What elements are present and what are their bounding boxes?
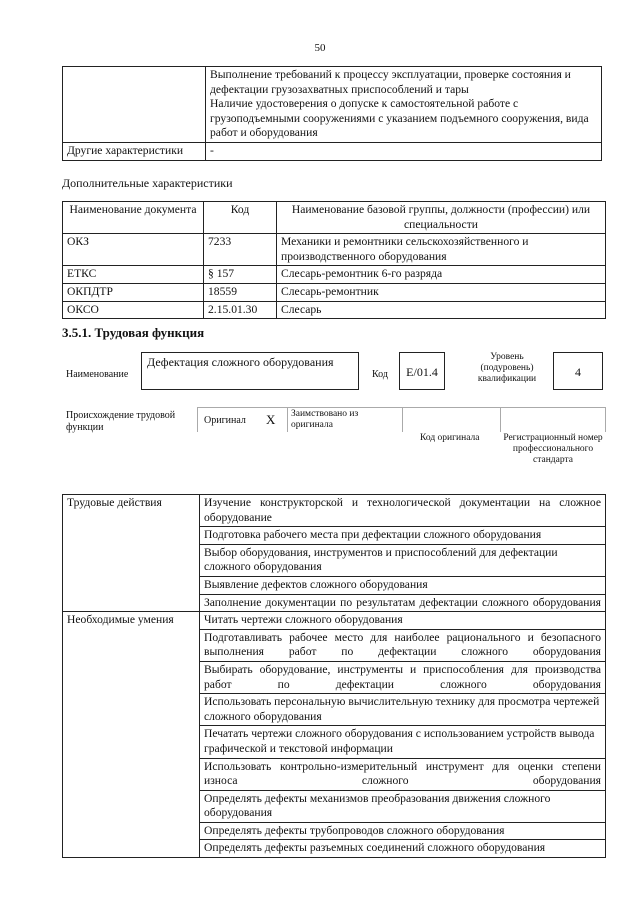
column-header: Код [204,202,277,234]
borrowed-cell [287,407,403,432]
list-item: Использовать контрольно-измерительный инструмент для оценки степени износа сложного оборудования [200,758,606,790]
section-title: 3.5.1. Трудовая функция [62,325,205,340]
table-cell: ОКСО [63,301,204,319]
table-cell: Слесарь-ремонтник 6-го разряда [277,266,606,284]
level-box: 4 [553,352,603,390]
code-original-label: Код оригинала [420,433,480,443]
group-label: Трудовые действия [63,495,200,612]
code-original-cell [402,407,501,432]
original-cell [197,407,288,432]
function-name-box: Дефектация сложного оборудования [141,352,359,390]
list-item: Изучение конструкторской и технологической документации на сложное оборудование [200,495,606,527]
name-label: Наименование [66,369,129,380]
additional-characteristics-caption: Дополнительные характеристики [62,176,233,190]
table-row [63,266,606,284]
qualification-requirements-table [62,66,602,161]
list-item: Подготовка рабочего места при дефектации сложного оборудования [200,527,606,545]
page-number: 50 [314,42,326,54]
reg-number-cell [500,407,606,432]
labor-function-table [62,494,606,858]
borrowed-label: Заимствовано из оригинала [291,409,359,430]
list-item: Печатать чертежи сложного оборудования с использованием устройств вывода графической и текстовой информации [200,726,606,758]
table-cell: 7233 [204,234,277,266]
column-header: Наименование базовой группы, должности (профессии) или специальности [277,202,606,234]
row-value: - [206,142,602,160]
table-row [63,495,606,527]
table-row [63,283,606,301]
list-item: Определять дефекты трубопроводов сложного оборудования [200,822,606,840]
table-row [63,142,602,160]
row-label [63,67,206,143]
code-label: Код [372,369,388,380]
column-header: Наименование документа [63,202,204,234]
table-cell: ОКЗ [63,234,204,266]
origin-label: Происхождение трудовой функции [66,410,176,433]
original-label: Оригинал [204,415,246,426]
table-cell: Слесарь-ремонтник [277,283,606,301]
original-mark: X [266,412,276,427]
row-label: Другие характеристики [63,142,206,160]
requirement-line: Выполнение требований к процессу эксплуатации, проверке состояния и дефектации грузозахватных приспособлений и тары [210,68,571,96]
row-value [206,67,602,143]
list-item: Выбор оборудования, инструментов и приспособлений для дефектации сложного оборудования [200,544,606,576]
table-row [63,234,606,266]
additional-characteristics-table [62,201,606,319]
level-label: Уровень (подуровень) квалификации [477,352,537,384]
table-header-row [63,202,606,234]
list-item: Читать чертежи сложного оборудования [200,612,606,630]
table-cell: Слесарь [277,301,606,319]
requirement-line: Наличие удостоверения о допуске к самостоятельной работе с грузоподъемными сооружениями с указанием подъемного сооружения, вида работ и оборудования [210,97,589,140]
list-item: Определять дефекты разъемных соединений сложного оборудования [200,840,606,858]
list-item: Определять дефекты механизмов преобразования движения сложного оборудования [200,790,606,822]
table-row [63,301,606,319]
list-item: Подготавливать рабочее место для наиболее рационального и безопасного выполнения работ по дефектации сложного оборудования [200,629,606,661]
list-item: Использовать персональную вычислительную технику для просмотра чертежей сложного оборудования [200,694,606,726]
table-cell: § 157 [204,266,277,284]
list-item: Заполнение документации по результатам дефектации сложного оборудования [200,594,606,612]
list-item: Выбирать оборудование, инструменты и приспособления для производства работ по дефектации сложного оборудования [200,661,606,693]
group-label: Необходимые умения [63,612,200,858]
table-cell: ОКПДТР [63,283,204,301]
table-cell: ЕТКС [63,266,204,284]
table-cell: 2.15.01.30 [204,301,277,319]
table-cell: 18559 [204,283,277,301]
table-row [63,67,602,143]
function-code-box: E/01.4 [399,352,445,390]
reg-number-label: Регистрационный номер профессионального стандарта [503,433,603,465]
table-cell: Механики и ремонтники сельскохозяйственного и производственного оборудования [277,234,606,266]
list-item: Выявление дефектов сложного оборудования [200,576,606,594]
table-row [63,612,606,630]
